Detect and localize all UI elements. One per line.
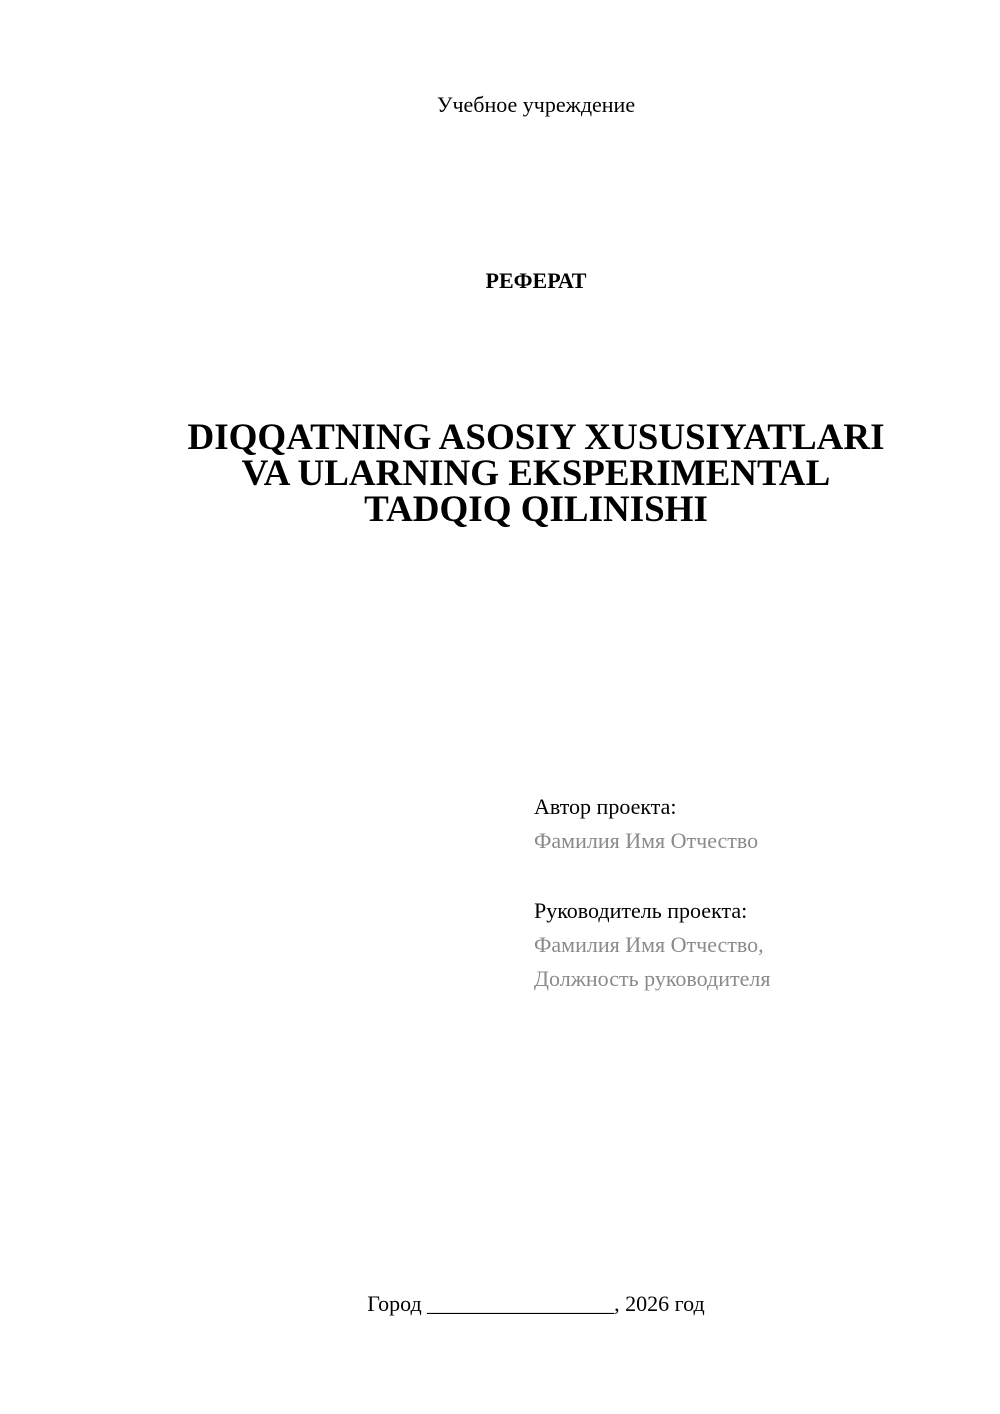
author-label: Автор проекта: bbox=[534, 794, 677, 819]
supervisor-label: Руководитель проекта: bbox=[534, 898, 748, 923]
document-type: РЕФЕРАТ bbox=[485, 268, 587, 293]
author-name: Фамилия Имя Отчество bbox=[534, 828, 759, 853]
city-year-line: Город _________________, 2026 год bbox=[367, 1291, 705, 1316]
supervisor-position: Должность руководителя bbox=[534, 966, 771, 991]
supervisor-name: Фамилия Имя Отчество, bbox=[534, 932, 764, 957]
institution-name: Учебное учреждение bbox=[436, 92, 636, 117]
document-title bbox=[100, 417, 972, 530]
title-line-2: VA ULARNING EKSPERIMENTAL bbox=[241, 453, 831, 494]
title-line-1: DIQQATNING ASOSIY XUSUSIYATLARI bbox=[187, 417, 885, 458]
signature-spacer bbox=[534, 858, 974, 894]
signature-block bbox=[534, 790, 974, 996]
title-line-3: TADQIQ QILINISHI bbox=[364, 489, 708, 530]
